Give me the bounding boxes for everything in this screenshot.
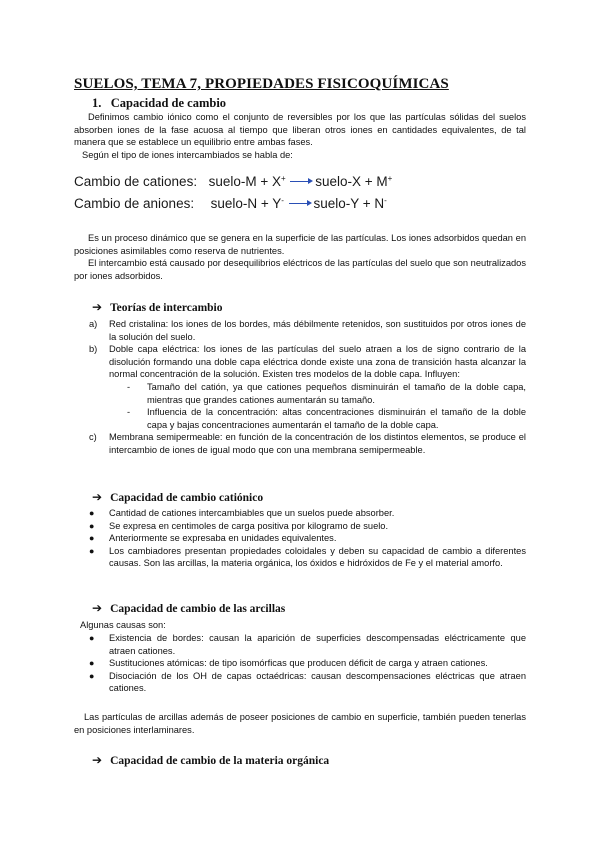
list-item	[89, 632, 526, 657]
sub-list	[109, 381, 526, 431]
right-arrow-icon: ➔	[92, 601, 103, 615]
bullet-icon: ●	[89, 670, 95, 681]
page-title: SUELOS, TEMA 7, PROPIEDADES FISICOQUÍMICAS	[74, 76, 449, 92]
equation-label: Cambio de aniones:	[74, 196, 195, 211]
section-body	[74, 111, 526, 161]
arcillas-intro: Algunas causas son:	[80, 620, 166, 630]
paragraph-definition: Definimos cambio iónico como el conjunto de reversibles por los que las partículas sólidas del suelos absorben iones de la fase acuosa al tiempo que liberan otros iones en cantidades equivalentes, de tal manera que se establece un equilibrio entre ambas fases.	[74, 112, 526, 148]
list-item	[89, 657, 526, 670]
equation-anion-exchange	[74, 196, 387, 211]
list-item	[89, 343, 526, 381]
cationico-list	[89, 507, 526, 570]
list-item-text: Cantidad de cationes intercambiables que un suelos puede absorber.	[109, 508, 395, 518]
list-item-text: Disociación de los OH de capas octaédricas: causan descompensaciones eléctricas que atraen cationes.	[109, 670, 526, 694]
list-item-text: Doble capa eléctrica: los iones de las partículas del suelo atraen a los de signo contrario de la disolución formando una doble capa eléctrica donde existe una zona de transición hasta alcanzar la normal concentración de la solución. Existen tres modelos de la doble capa. Influyen:	[109, 344, 526, 380]
section-heading-materia-organica	[92, 753, 329, 767]
list-item-text: Tamaño del catión, ya que cationes pequeños disminuirán el tamaño de la doble capa, mientras que grandes cationes aumentarán su tamaño.	[147, 381, 526, 405]
list-item-text: Los cambiadores presentan propiedades coloidales y deben su capacidad de cambio a diferentes causas. Son las arcillas, la materia orgánica, los óxidos e hidróxidos de Fe y el material amorfo.	[109, 545, 526, 569]
bullet-icon: ●	[89, 545, 95, 556]
arcillas-closing	[74, 711, 526, 736]
section-heading-capacidad-de-cambio: 1. Capacidad de cambio	[92, 96, 227, 110]
section-heading-cationico	[92, 490, 263, 504]
list-item-text: Membrana semipermeable: en función de la concentración de los distintos elementos, se produce el intercambio de iones de igual modo que con una membrana semipermeable.	[109, 432, 526, 455]
equation-right: suelo-Y + N	[313, 196, 385, 211]
section-heading-text: Teorías de intercambio	[110, 302, 223, 314]
section-heading-text: Capacidad de cambio de las arcillas	[110, 603, 286, 615]
list-item-text: Sustituciones atómicas: de tipo isomórficas que producen déficit de carga y atraen cationes.	[109, 658, 488, 669]
sub-list-item	[127, 381, 526, 406]
list-item	[89, 670, 526, 695]
right-arrow-icon: ➔	[92, 753, 103, 767]
arcillas-list	[89, 632, 526, 695]
section-heading-teorias	[92, 300, 223, 314]
list-item-text: Anteriormente se expresaba en unidades equivalentes.	[109, 533, 337, 544]
equation-label: Cambio de cationes:	[74, 174, 198, 189]
paragraph-types-intro: Según el tipo de iones intercambiados se habla de:	[82, 149, 293, 160]
bullet-icon: ●	[89, 658, 95, 669]
bullet-icon: ●	[89, 633, 95, 643]
sub-list-item	[127, 406, 526, 431]
list-item	[89, 520, 526, 533]
reaction-arrow-icon	[290, 181, 310, 182]
paragraph-interlaminar: Las partículas de arcillas además de poseer posiciones de cambio en superficie, también pueden tenerlas en posiciones interlaminares.	[74, 712, 526, 735]
section-body-continued	[74, 232, 526, 282]
teorias-list	[89, 318, 526, 457]
list-item	[89, 431, 526, 456]
list-item-text: Existencia de bordes: causan la aparición de superficies descompensadas eléctricamente que atraen cationes.	[109, 633, 526, 656]
bullet-icon: ●	[89, 520, 95, 531]
list-marker: a)	[89, 319, 98, 329]
paragraph-cause: El intercambio está causado por desequilibrios eléctricos de las partículas del suelo que son neutralizados por iones adsorbidos.	[74, 258, 526, 281]
equation-left-charge: -	[281, 196, 284, 205]
right-arrow-icon: ➔	[92, 490, 103, 504]
right-arrow-icon: ➔	[92, 300, 103, 314]
list-item	[89, 507, 526, 520]
list-marker: b)	[89, 344, 98, 355]
section-heading-text: Capacidad de cambio de la materia orgánica	[110, 755, 330, 767]
list-item-text: Se expresa en centimoles de carga positiva por kilogramo de suelo.	[109, 520, 389, 531]
bullet-icon: ●	[89, 533, 95, 544]
list-item-text: Red cristalina: los iones de los bordes, más débilmente retenidos, son sustituidos por otros iones de la solución del suelo.	[109, 319, 526, 342]
list-item	[89, 532, 526, 545]
equation-cation-exchange	[74, 174, 392, 189]
list-item	[89, 318, 526, 343]
equation-left: suelo-M + X	[208, 174, 282, 189]
equation-right-charge: +	[387, 174, 393, 183]
section-heading-text: Capacidad de cambio catiónico	[110, 492, 264, 504]
equation-right: suelo-X + M	[315, 174, 388, 189]
list-item-text: Influencia de la concentración: altas concentraciones disminuirán el tamaño de la doble capa y bajas concentraciones aumentarán el tamaño de la doble capa.	[147, 407, 526, 430]
list-marker: -	[127, 381, 131, 392]
equation-right-charge: -	[384, 196, 387, 205]
list-marker: c)	[89, 432, 97, 443]
equation-left: suelo-N + Y	[210, 196, 282, 211]
list-marker: -	[127, 407, 131, 418]
section-heading-arcillas	[92, 601, 285, 615]
reaction-arrow-icon	[289, 203, 309, 204]
list-item	[89, 545, 526, 570]
equation-left-charge: +	[281, 174, 286, 183]
bullet-icon: ●	[89, 508, 95, 518]
paragraph-dynamic-process: Es un proceso dinámico que se genera en la superficie de las partículas. Los iones adsorbidos quedan en posiciones asimilables como reserva de nutrientes.	[74, 233, 526, 256]
